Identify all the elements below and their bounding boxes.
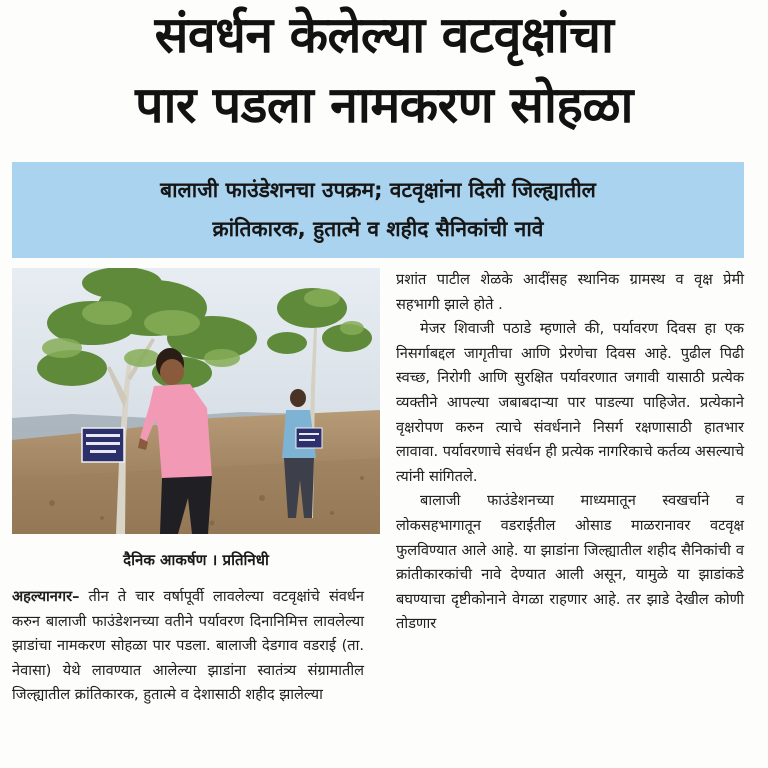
subheadline-line-2: क्रांतिकारक, हुतात्मे व शहीद सैनिकांची नावे	[212, 217, 544, 241]
article-paragraph: प्रशांत पाटील शेळके आदींसह स्थानिक ग्रामस्थ व वृक्ष प्रेमी सहभागी झाले होते .	[396, 271, 744, 313]
dateline: अहल्यानगर–	[12, 588, 80, 605]
paragraph-text: तीन ते चार वर्षापूर्वी लावलेल्या वटवृक्षांचे संवर्धन करुन बालाजी फाउंडेशनच्या वतीने पर्यावरण दिनानिमित्त लावलेल्या झाडांचा नामकरण सोहळा पार पडला. बालाजी देडगाव वडराई (ता. नेवासा) येथे लावण्यात आलेल्या झाडांना स्वातंत्र्य संग्रामातील जिल्ह्यातील क्रांतिकारक, हुतात्मे व देशासाठी शहीद झालेल्या	[12, 588, 364, 704]
article-right-column	[396, 268, 744, 637]
article-paragraph: मेजर शिवाजी पठाडे म्हणाले की, पर्यावरण दिवस हा एक निसर्गाबद्दल जागृतीचा आणि प्रेरणेचा दिवस आहे. पुढील पिढी स्वच्छ, निरोगी आणि सुरक्षित पर्यावरणात जगावी यासाठी प्रत्येक व्यक्तीने आपल्या जबाबदाऱ्या पार पाडल्या पाहिजेत. प्रत्येकाने वृक्षरोपण करुन त्याचे संवर्धनाने निसर्ग रक्षणासाठी हातभार लावावा. पर्यावरणाचे संवर्धन ही प्रत्येक नागरिकाचे कर्तव्य असल्याचे त्यांनी सांगितले.	[396, 320, 744, 485]
headline-line-1: संवर्धन केलेल्या वटवृक्षांचा	[154, 6, 614, 64]
headline-line-2: पार पडला नामकरण सोहळा	[135, 76, 633, 134]
article-paragraph: बालाजी फाउंडेशनच्या माध्यमातून स्वखर्चाने व लोकसहभागातून वडराईतील ओसाड माळरानावर वटवृक्ष फुलविण्यात आले आहे. या झाडांना जिल्ह्यातील शहीद सैनिकांची व क्रांतीकारकांची नावे देण्यात आली असून, यामुळे या झाडांकडे बघण्याचा दृष्टीकोनाने वेगळा राहणार आहे. तर झाडे देखील कोणी तोडणार	[396, 492, 744, 633]
byline: दैनिक आकर्षण । प्रतिनिधी	[123, 551, 269, 569]
article-left-column	[12, 585, 364, 708]
subheadline-line-1: बालाजी फाउंडेशनचा उपक्रम; वटवृक्षांना दिली जिल्ह्यातील	[160, 178, 596, 202]
article-paragraph	[12, 585, 364, 708]
news-photo	[12, 268, 380, 534]
tree-planting-photo	[12, 268, 380, 534]
subheadline-box	[12, 162, 744, 258]
